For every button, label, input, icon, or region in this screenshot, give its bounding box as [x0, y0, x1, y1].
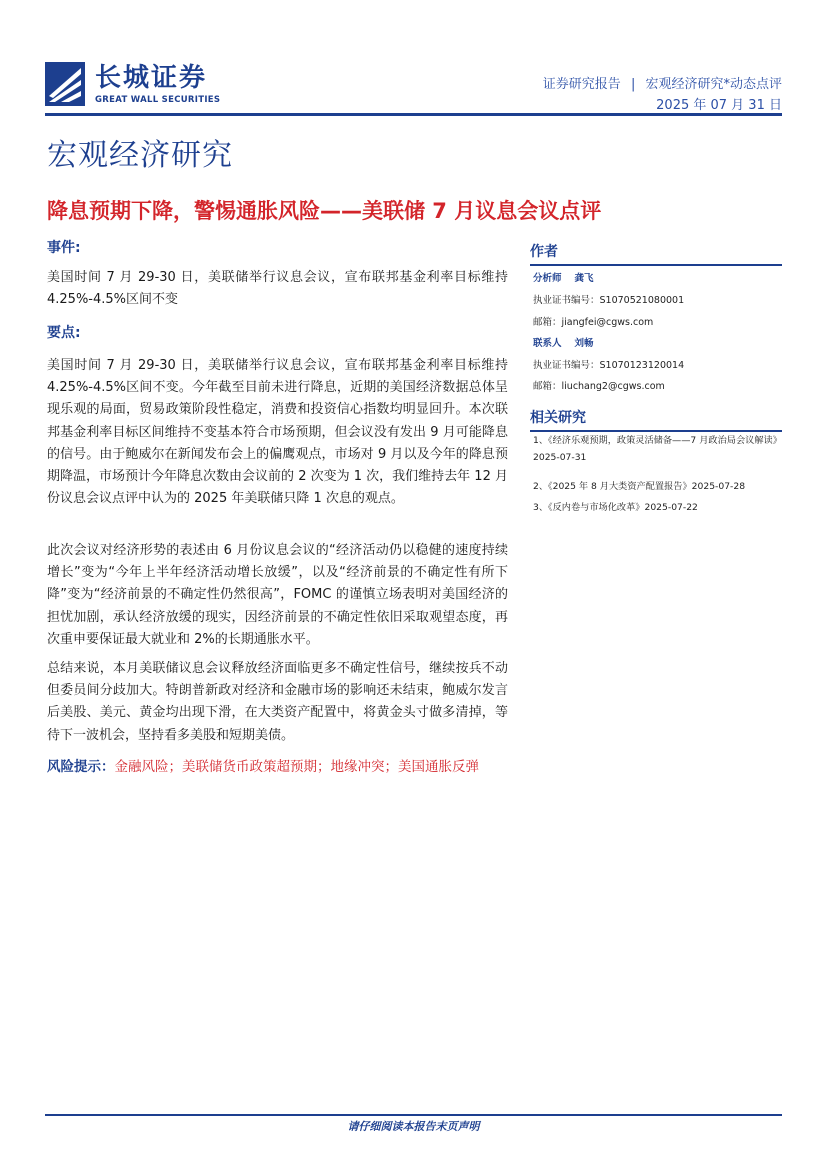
brand-logo [45, 62, 225, 110]
contact-name: 刘畅 [574, 338, 594, 349]
contact-email-address[interactable]: liuchang2@cgws.com [561, 381, 665, 392]
analyst-email [533, 316, 653, 330]
authors-heading-rule [530, 264, 782, 266]
points-label: 要点: [47, 325, 81, 341]
event-label: 事件: [47, 240, 81, 256]
report-category: 宏观经济研究*动态点评 [645, 77, 782, 92]
footer-disclaimer: 请仔细阅读本报告末页声明 [347, 1120, 480, 1133]
event-text: 美国时间 7 月 29-30 日，美联储举行议息会议，宣布联邦基金利率目标维持 4.25%-4.5%区间不变 [47, 270, 508, 308]
risk-items: 金融风险；美联储货币政策超预期；地缘冲突；美国通胀反弹 [114, 759, 479, 775]
analyst-email-address[interactable]: jiangfei@cgws.com [561, 317, 654, 328]
report-type: 证券研究报告 [542, 77, 621, 92]
contact-cert-number: S1070123120014 [599, 360, 685, 371]
report-title: 降息预期下降，警惕通胀风险——美联储 7 月议息会议点评 [47, 199, 602, 223]
analyst-cert [533, 294, 684, 308]
related-heading-text: 相关研究 [530, 410, 586, 426]
meta-separator: | [630, 77, 636, 92]
report-category-line [543, 74, 782, 95]
contact-line [533, 337, 594, 351]
related-heading [530, 408, 782, 432]
header-divider [45, 113, 782, 116]
section-title: 宏观经济研究 [47, 138, 233, 173]
report-date: 2025 年 07 月 31 日 [656, 98, 782, 113]
footer-divider [45, 1114, 782, 1116]
analyst-email-label: 邮箱： [533, 317, 562, 328]
contact-cert-label: 执业证书编号： [533, 360, 600, 371]
points-paragraph-1: 美国时间 7 月 29-30 日，美联储举行议息会议，宣布联邦基金利率目标维持 4.25%-4.5%区间不变。今年截至目前未进行降息，近期的美国经济数据总体呈现乐观的局面，贸易政策阶段性稳定，消费和投资信心指数均明显回升。本次联邦基金利率目标区间维持不变基本符合市场预期，但会议没有发出 9 月可能降息的信号。由于鲍威尔在新闻发布会上的偏鹰观点，市场对 9 月以及今年的降息预期降温，市场预计今年降息次数由会议前的 2 次变为 1 次，我们维持去年 12 月份议息会议点评中认为的 2025 年美联储只降 1 次息的观点。 [47, 358, 508, 507]
related-item[interactable]: 3、《反内卷与市场化改革》2025-07-22 [533, 502, 698, 513]
analyst-cert-number: S1070521080001 [599, 295, 685, 306]
contact-cert [533, 359, 684, 373]
analyst-name: 龚飞 [574, 273, 594, 284]
points-paragraph-3: 总结来说，本月美联储议息会议释放经济面临更多不确定性信号，继续按兵不动但委员间分歧加大。特朗普新政对经济和金融市场的影响还未结束，鲍威尔发言后美股、美元、黄金均出现下滑，在大类资产配置中，将黄金头寸做多清掉，等待下一波机会，坚持看多美股和短期美债。 [47, 661, 508, 743]
analyst-role: 分析师 [533, 273, 562, 284]
logo-english-name: GREAT WALL SECURITIES [95, 95, 221, 105]
authors-heading-text: 作者 [530, 244, 558, 260]
logo-chinese-name: 长城证券 [95, 63, 208, 93]
related-item[interactable]: 2、《2025 年 8 月大类资产配置报告》2025-07-28 [533, 481, 746, 492]
contact-email-label: 邮箱： [533, 381, 562, 392]
analyst-line [533, 272, 594, 286]
contact-role: 联系人 [533, 338, 562, 349]
report-meta [543, 74, 782, 116]
contact-email [533, 380, 665, 394]
authors-heading [530, 242, 782, 266]
risk-warning [47, 756, 479, 778]
great-wall-logo-icon [45, 62, 85, 106]
related-item[interactable]: 1、《经济乐观预期，政策灵活储备——7 月政治局会议解读》2025-07-31 [533, 435, 782, 463]
analyst-cert-label: 执业证书编号： [533, 295, 600, 306]
points-paragraph-2: 此次会议对经济形势的表述由 6 月份议息会议的“经济活动仍以稳健的速度持续增长”变为“今年上半年经济活动增长放缓”，以及“经济前景的不确定性有所下降”变为“经济前景的不确定性仍然很高”，FOMC 的谨慎立场表明对美国经济的担忧加剧，承认经济放缓的现实，因经济前景的不确定性依旧采取观望态度，再次重申要保证最大就业和 2%的长期通胀水平。 [47, 543, 508, 647]
risk-label: 风险提示： [47, 759, 115, 775]
